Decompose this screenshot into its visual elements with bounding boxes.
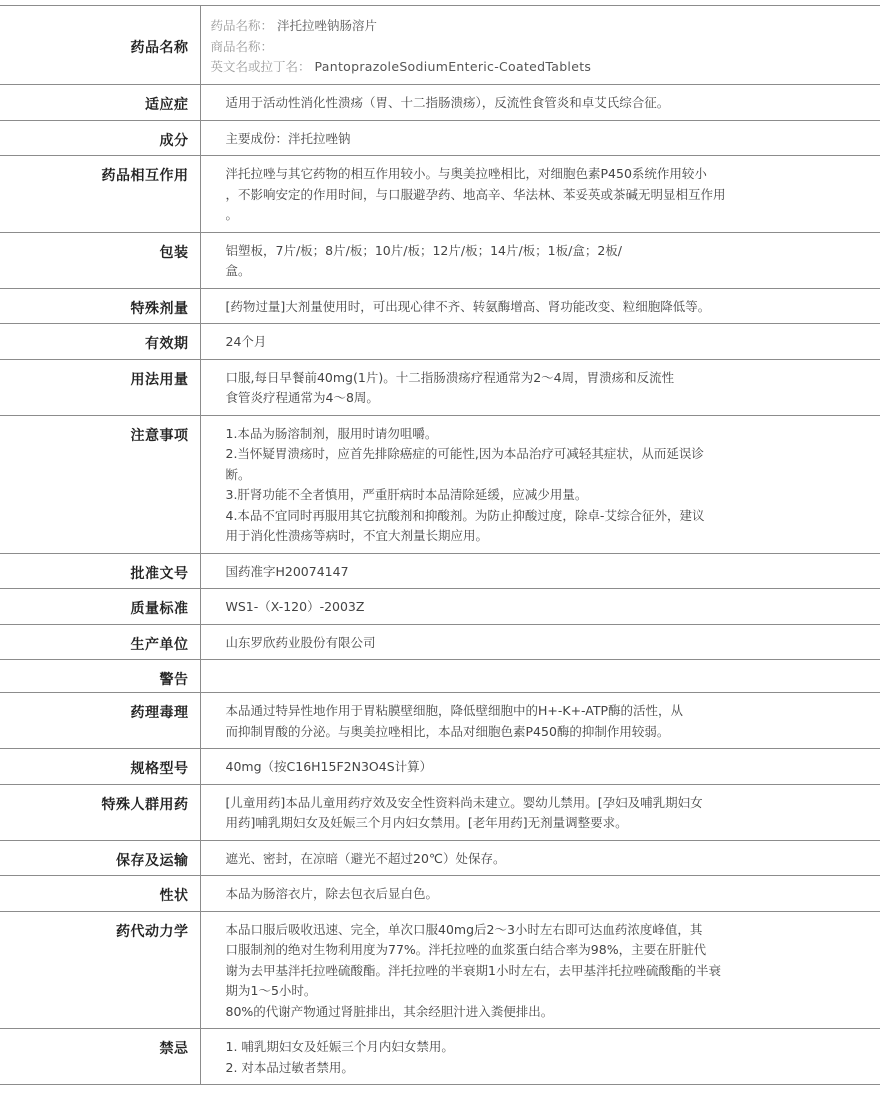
value-line: 2.当怀疑胃溃疡时，应首先排除癌症的可能性,因为本品治疗可减轻其症状，从而延误诊 — [225, 446, 704, 461]
row-value — [200, 784, 880, 840]
value-line: 国药准字H20074147 — [225, 563, 349, 579]
trade-name-line — [211, 37, 861, 58]
row-value — [200, 553, 880, 589]
row-label: 生产单位 — [0, 624, 200, 660]
row-value — [200, 415, 880, 553]
row-13 — [0, 693, 880, 749]
english-name-label: 英文名或拉丁名： — [210, 59, 311, 74]
value-line: [药物过量]大剂量使用时，可出现心律不齐、转氨酶增高、肾功能改变、粒细胞降低等。 — [225, 298, 711, 314]
value-line: 口服制剂的绝对生物利用度为77%。泮托拉唑的血浆蛋白结合率为98%，主要在肝脏代 — [225, 942, 707, 957]
value-line: 期为1～5小时。 — [225, 983, 317, 998]
row-17 — [0, 876, 880, 912]
value-line: 用于消化性溃疡等病时，不宜大剂量长期应用。 — [225, 528, 489, 543]
row-11 — [0, 624, 880, 660]
row-label: 注意事项 — [0, 415, 200, 553]
row-7 — [0, 359, 880, 415]
value-line: 口服,每日早餐前40mg(1片)。十二指肠溃疡疗程通常为2～4周，胃溃疡和反流性 — [225, 369, 675, 385]
value-line: 。 — [225, 207, 239, 222]
value-line: 盒。 — [225, 263, 251, 278]
value-line: 铝塑板，7片/板；8片/板；10片/板；12片/板；14片/板；1板/盒；2板/ — [225, 242, 623, 258]
value-line: 40mg（按C16H15F2N3O4S计算） — [225, 759, 433, 774]
row-label: 批准文号 — [0, 553, 200, 589]
value-line: 24个月 — [225, 334, 267, 349]
row-label: 特殊人群用药 — [0, 784, 200, 840]
value-line: 本品为肠溶衣片，除去包衣后显白色。 — [225, 886, 439, 901]
drug-name-values — [200, 6, 880, 85]
row-value — [200, 693, 880, 749]
value-line: 谢为去甲基泮托拉唑硫酸酯。泮托拉唑的半衰期1小时左右，去甲基泮托拉唑硫酸酯的半衰 — [225, 962, 721, 978]
value-line: 而抑制胃酸的分泌。与奥美拉唑相比，本品对细胞色素P450酶的抑制作用较弱。 — [225, 723, 670, 739]
row-label: 保存及运输 — [0, 840, 200, 876]
row-14 — [0, 749, 880, 785]
row-5 — [0, 288, 880, 324]
row-label: 规格型号 — [0, 749, 200, 785]
row-2 — [0, 120, 880, 156]
row-4 — [0, 232, 880, 288]
value-line: [儿童用药]本品儿童用药疗效及安全性资料尚未建立。婴幼儿禁用。[孕妇及哺乳期妇女 — [225, 794, 703, 810]
english-name-line — [211, 57, 861, 78]
generic-name-value: 泮托拉唑钠肠溶片 — [277, 18, 378, 33]
value-line: 断。 — [225, 466, 251, 482]
row-value — [200, 624, 880, 660]
row-value — [200, 232, 880, 288]
row-label: 适应症 — [0, 85, 200, 121]
trade-name-label: 商品名称： — [210, 38, 274, 54]
row-label: 质量标准 — [0, 589, 200, 625]
row-value — [200, 749, 880, 785]
value-line: 用药]哺乳期妇女及妊娠三个月内妇女禁用。[老年用药]无剂量调整要求。 — [225, 815, 628, 830]
english-name-value: PantoprazoleSodiumEnteric-CoatedTablets — [314, 59, 592, 74]
row-label: 药品名称 — [0, 6, 200, 85]
row-value — [200, 840, 880, 876]
row-label: 特殊剂量 — [0, 288, 200, 324]
row-value — [200, 85, 880, 121]
row-10 — [0, 589, 880, 625]
row-8 — [0, 415, 880, 553]
row-label: 有效期 — [0, 324, 200, 360]
row-value — [200, 359, 880, 415]
value-line: 2. 对本品过敏者禁用。 — [225, 1059, 354, 1075]
value-line: 遮光、密封，在凉暗（避光不超过20℃）处保存。 — [225, 850, 506, 866]
value-line: 3.肝肾功能不全者慎用，严重肝病时本品清除延缓，应减少用量。 — [225, 487, 588, 502]
value-line: 1.本品为肠溶制剂，服用时请勿咀嚼。 — [225, 425, 438, 441]
generic-name-line — [211, 16, 861, 37]
row-value — [200, 660, 880, 693]
value-line: WS1-（X-120）-2003Z — [225, 599, 365, 614]
row-16 — [0, 840, 880, 876]
row-label: 成分 — [0, 120, 200, 156]
row-label: 药理毒理 — [0, 693, 200, 749]
row-value — [200, 324, 880, 360]
row-15 — [0, 784, 880, 840]
row-value — [200, 120, 880, 156]
row-label: 药品相互作用 — [0, 156, 200, 233]
value-line: 4.本品不宜同时再服用其它抗酸剂和抑酸剂。为防止抑酸过度，除卓-艾综合征外，建议 — [225, 507, 705, 523]
row-value — [200, 876, 880, 912]
row-label: 禁忌 — [0, 1029, 200, 1085]
value-line: 80%的代谢产物通过肾脏排出，其余经胆汁进入粪便排出。 — [225, 1003, 554, 1019]
drug-info-sheet — [0, 5, 880, 1085]
value-line: 主要成份：泮托拉唑钠 — [225, 130, 351, 146]
row-18 — [0, 911, 880, 1029]
row-value — [200, 589, 880, 625]
row-label: 包装 — [0, 232, 200, 288]
value-line: ，不影响安定的作用时间，与口服避孕药、地高辛、华法林、苯妥英或茶碱无明显相互作用 — [225, 186, 726, 202]
row-label: 警告 — [0, 660, 200, 693]
value-line: 适用于活动性消化性溃疡（胃、十二指肠溃疡），反流性食管炎和卓艾氏综合征。 — [225, 95, 670, 110]
row-label: 用法用量 — [0, 359, 200, 415]
row-label: 药代动力学 — [0, 911, 200, 1029]
row-19 — [0, 1029, 880, 1085]
value-line: 1. 哺乳期妇女及妊娠三个月内妇女禁用。 — [225, 1039, 454, 1054]
row-label: 性状 — [0, 876, 200, 912]
row-value — [200, 911, 880, 1029]
row-value — [200, 288, 880, 324]
generic-name-label: 药品名称： — [210, 18, 274, 33]
row-3 — [0, 156, 880, 233]
value-line: 本品通过特异性地作用于胃粘膜壁细胞，降低壁细胞中的H+-K+-ATP酶的活性，从 — [225, 703, 684, 718]
row-9 — [0, 553, 880, 589]
row-drug-name — [0, 6, 880, 85]
row-value — [200, 156, 880, 233]
row-1 — [0, 85, 880, 121]
row-12 — [0, 660, 880, 693]
drug-info-table — [0, 5, 880, 1085]
row-6 — [0, 324, 880, 360]
value-line: 本品口服后吸收迅速、完全，单次口服40mg后2～3小时左右即可达血药浓度峰值，其 — [225, 921, 703, 937]
row-value — [200, 1029, 880, 1085]
value-line: 泮托拉唑与其它药物的相互作用较小。与奥美拉唑相比，对细胞色素P450系统作用较小 — [225, 166, 707, 181]
value-line: 食管炎疗程通常为4～8周。 — [225, 390, 379, 405]
value-line: 山东罗欣药业股份有限公司 — [225, 634, 376, 650]
